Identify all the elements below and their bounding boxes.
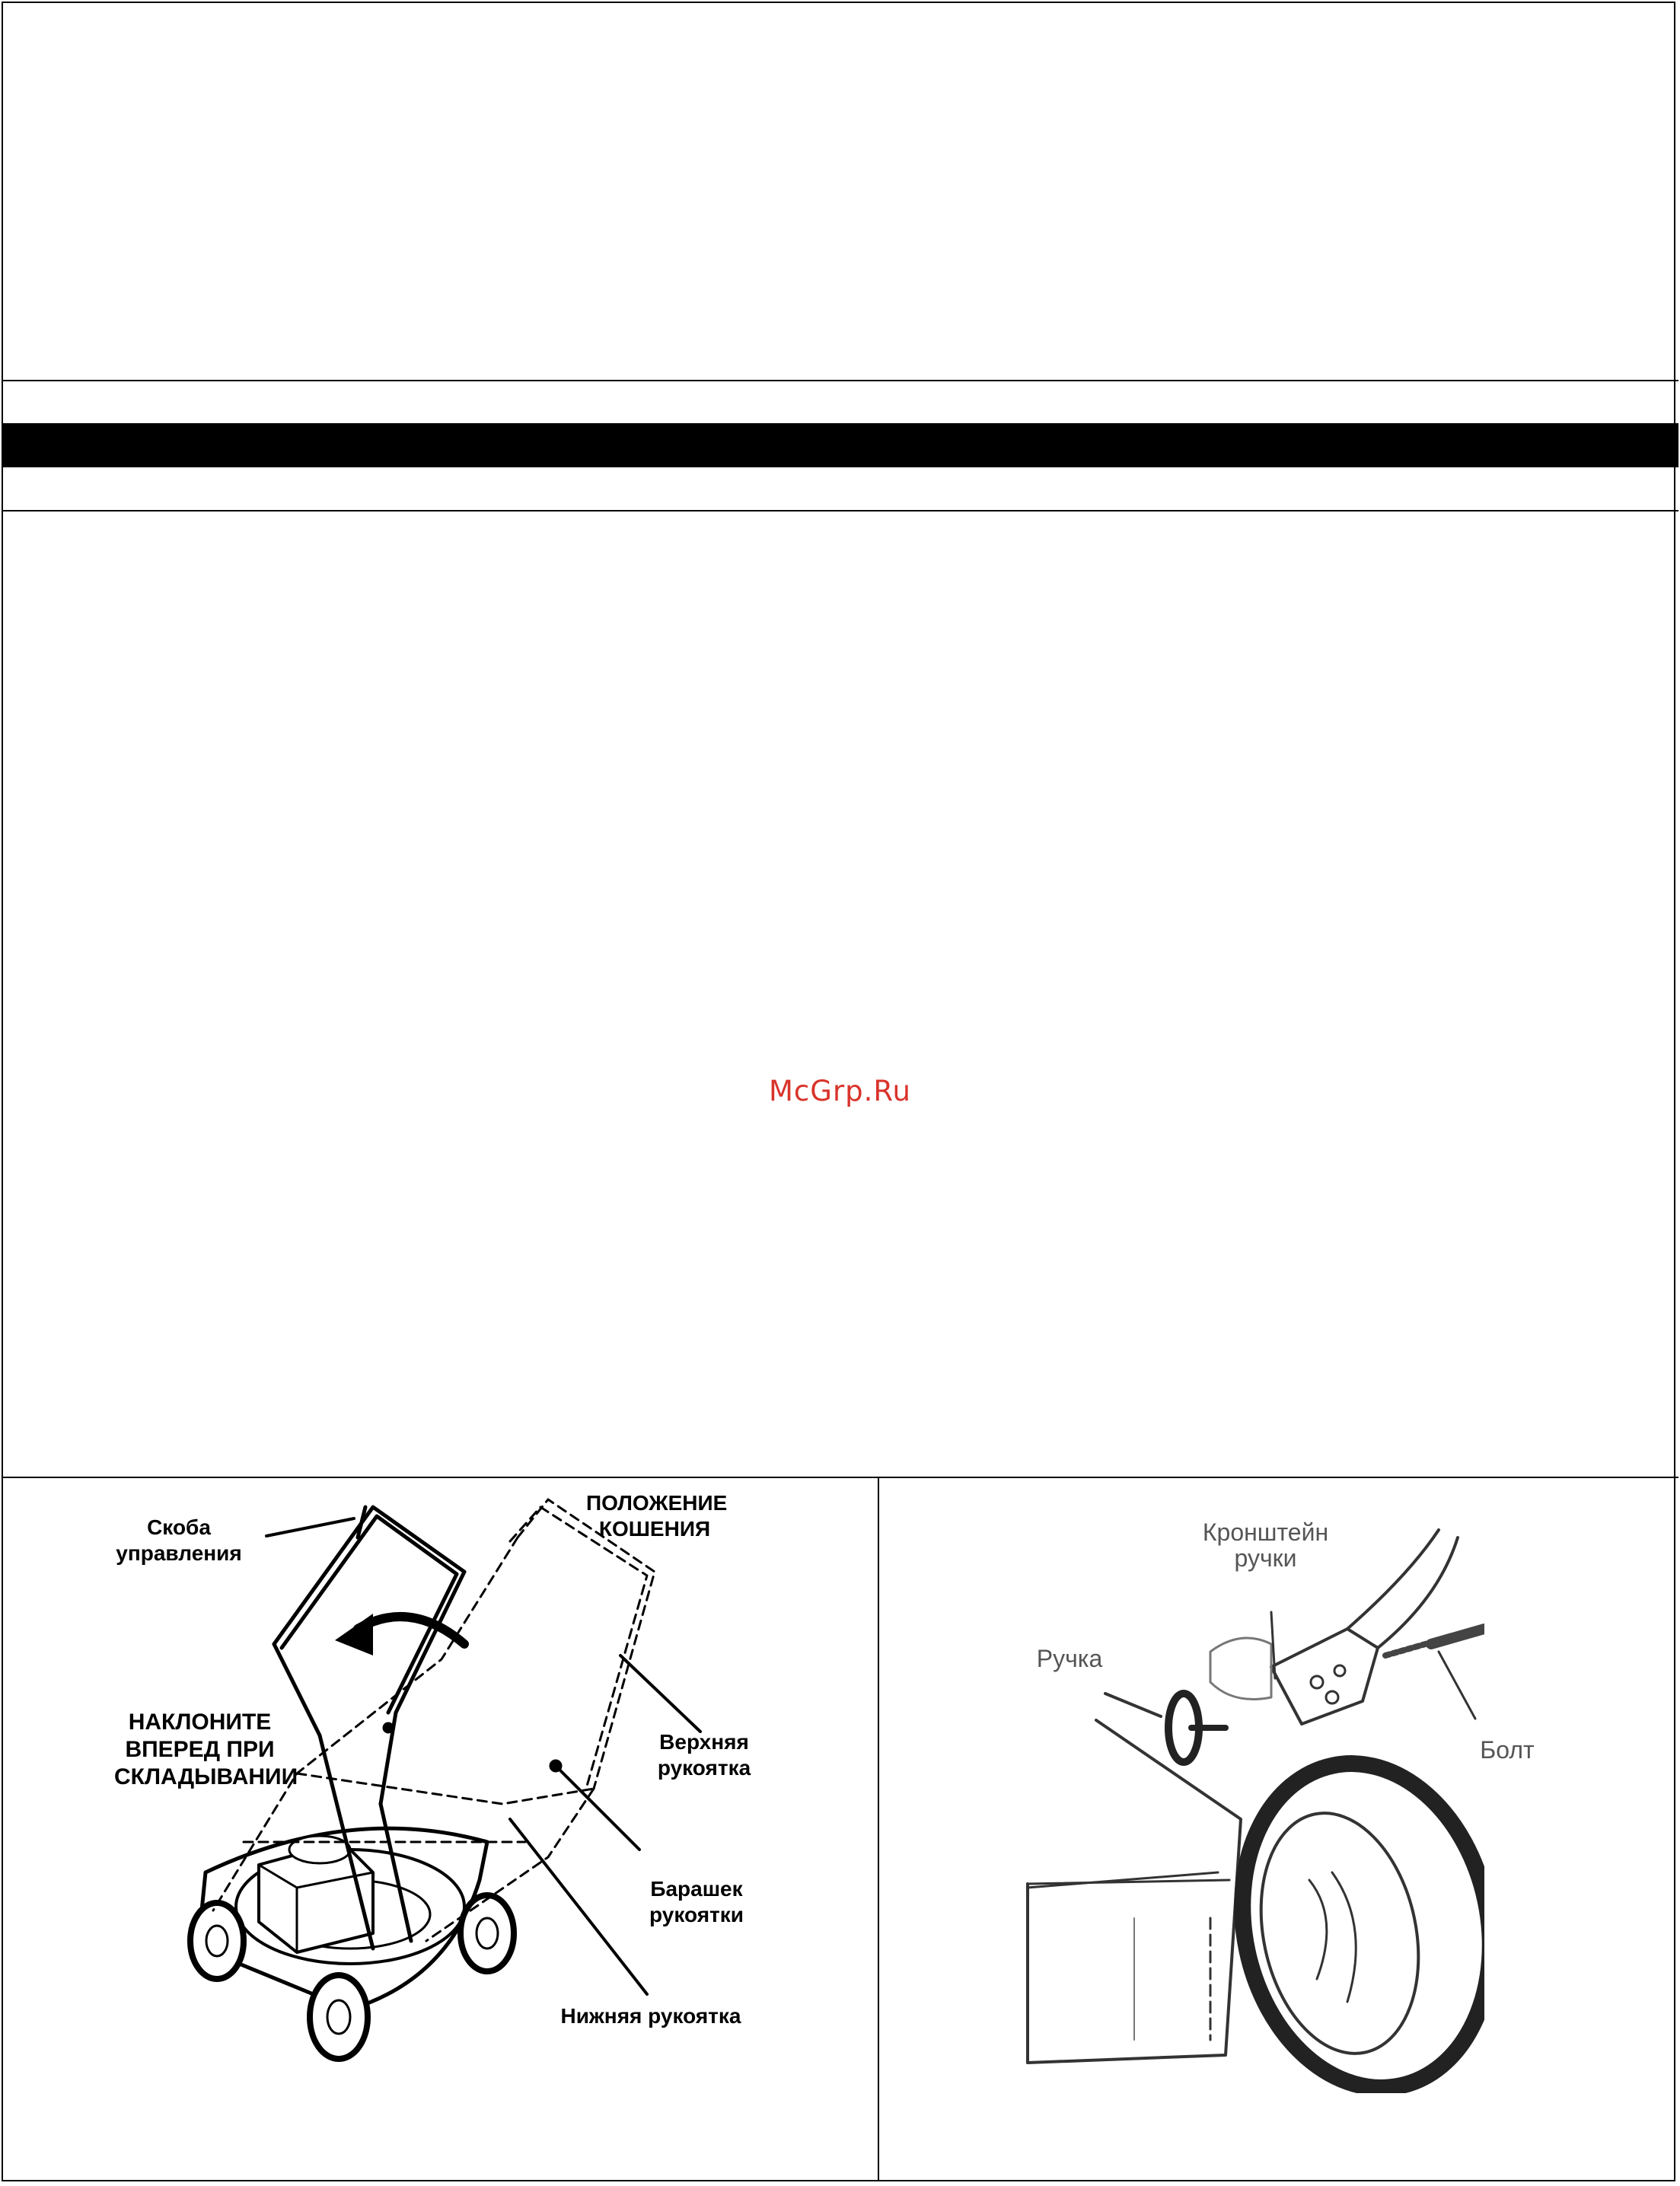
wheel-front-left [190, 1903, 244, 1979]
divider-top [2, 380, 1678, 381]
figure-divider [878, 1477, 879, 2181]
label-control-bar: Скоба управления [116, 1515, 242, 1565]
label-handle-bracket: Кронштейн ручки [1202, 1518, 1329, 1572]
section-header-bar [2, 423, 1678, 467]
divider-figures [2, 1477, 1678, 1478]
label-tilt-forward: НАКЛОНИТЕ ВПЕРЕД ПРИ СКЛАДЫВАНИИ [114, 1710, 298, 1789]
label-lower-handle: Нижняя рукоятка [560, 2004, 741, 2028]
label-bolt: Болт [1480, 1736, 1535, 1764]
fold-arrow [358, 1617, 464, 1644]
label-mowing-position: ПОЛОЖЕНИЕ КОШЕНИЯ [586, 1491, 728, 1541]
wheel-front-right [461, 1895, 514, 1971]
wheel [1213, 1740, 1484, 2093]
divider-section [2, 510, 1678, 511]
wheel-rear-left [310, 1975, 368, 2059]
label-knob: Ручка [1036, 1645, 1103, 1672]
knob-part [1168, 1694, 1226, 1762]
label-upper-handle: Верхняя рукоятка [657, 1730, 751, 1780]
label-handle-knob: Барашек рукоятки [649, 1877, 744, 1926]
bolt-part [1385, 1629, 1484, 1655]
handle-bracket [1271, 1629, 1378, 1724]
watermark: McGrp.Ru [769, 1075, 911, 1107]
bracket-illustration [982, 1515, 1484, 2093]
handle-tube [1347, 1530, 1439, 1629]
